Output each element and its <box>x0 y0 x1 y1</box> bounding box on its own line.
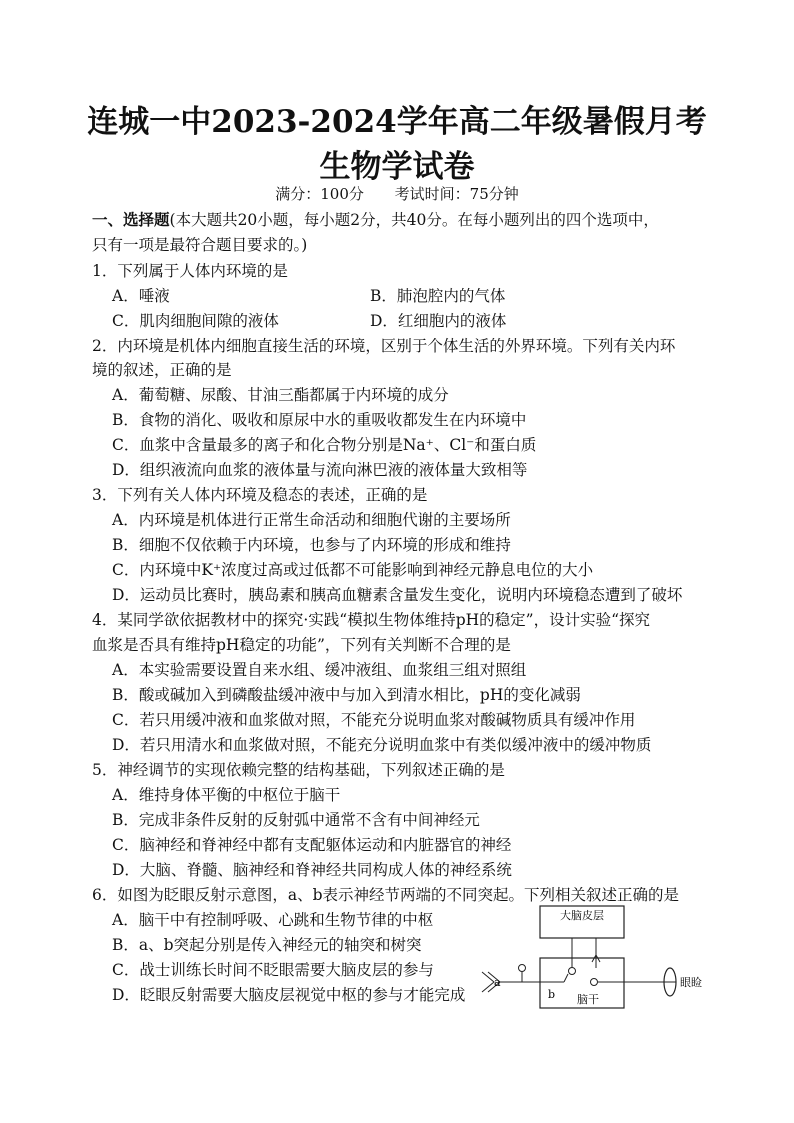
q1-option-b: B．肺泡腔内的气体 <box>370 287 506 305</box>
q1-stem: 1．下列属于人体内环境的是 <box>92 262 288 280</box>
q4-option-d: D．若只用清水和血浆做对照，不能充分说明血浆中有类似缓冲液中的缓冲物质 <box>112 736 652 754</box>
synapse-circle <box>569 968 576 975</box>
synapse-circle <box>591 979 598 986</box>
q2-option-a: A．葡萄糖、尿酸、甘油三酯都属于内环境的成分 <box>112 386 449 404</box>
q3-option-a: A．内环境是机体进行正常生命活动和细胞代谢的主要场所 <box>112 511 511 529</box>
q6-option-a: A．脑干中有控制呼吸、心跳和生物节律的中枢 <box>112 911 434 929</box>
q5-option-b: B．完成非条件反射的反射弧中通常不含有中间神经元 <box>112 811 480 829</box>
q6-option-c: C．战士训练长时间不眨眼需要大脑皮层的参与 <box>112 961 434 979</box>
q3-option-b: B．细胞不仅依赖于内环境，也参与了内环境的形成和维持 <box>112 536 511 554</box>
interneuron <box>564 974 568 982</box>
blink-reflex-diagram <box>476 902 708 1014</box>
q5-option-a: A．维持身体平衡的中枢位于脑干 <box>112 786 341 804</box>
exam-time: 考试时间：75分钟 <box>394 185 519 203</box>
q4-stem-line2: 血浆是否具有维持pH稳定的功能”，下列有关判断不合理的是 <box>92 636 511 654</box>
q2-option-b: B．食物的消化、吸收和原尿中水的重吸收都发生在内环境中 <box>112 411 527 429</box>
q5-stem: 5．神经调节的实现依赖完整的结构基础，下列叙述正确的是 <box>92 761 505 779</box>
q4-option-a: A．本实验需要设置自来水组、缓冲液组、血浆组三组对照组 <box>112 661 527 679</box>
q3-stem: 3．下列有关人体内环境及稳态的表述，正确的是 <box>92 486 428 504</box>
q4-option-c: C．若只用缓冲液和血浆做对照，不能充分说明血浆对酸碱物质具有缓冲作用 <box>112 711 636 729</box>
q5-option-d: D．大脑、脊髓、脑神经和脊神经共同构成人体的神经系统 <box>112 861 512 879</box>
section-heading-bold: 一、选择题 <box>92 210 170 229</box>
section-heading <box>92 209 659 231</box>
q2-stem-line2: 境的叙述，正确的是 <box>92 361 232 379</box>
q6-stem: 6．如图为眨眼反射示意图，a、b表示神经节两端的不同突起。下列相关叙述正确的是 <box>92 886 680 904</box>
label-b: b <box>548 988 556 1001</box>
q2-stem-line1: 2．内环境是机体内细胞直接生活的环境，区别于个体生活的外界环境。下列有关内环 <box>92 337 676 355</box>
exam-meta <box>0 183 794 204</box>
q3-option-c: C．内环境中K⁺浓度过高或过低都不可能影响到神经元静息电位的大小 <box>112 561 594 579</box>
q4-stem-line1: 4．某同学欲依据教材中的探究·实践“模拟生物体维持pH的稳定”，设计实验“探究 <box>92 611 651 629</box>
cortex-label: 大脑皮层 <box>560 909 604 922</box>
ganglion-circle <box>519 965 526 972</box>
q6-option-b: B．a、b突起分别是传入神经元的轴突和树突 <box>112 936 422 954</box>
exam-subtitle: 生物学试卷 <box>319 149 475 185</box>
full-score: 满分：100分 <box>275 185 364 203</box>
brainstem-label: 脑干 <box>577 993 599 1006</box>
label-a: a <box>494 976 501 989</box>
q4-option-b: B．酸或碱加入到磷酸盐缓冲液中与加入到清水相比，pH的变化减弱 <box>112 686 581 704</box>
section-heading-rest: (本大题共20小题，每小题2分，共40分。在每小题列出的四个选项中， <box>169 211 659 229</box>
exam-title: 连城一中2023-2024学年高二年级暑假月考 <box>87 104 707 140</box>
q1-option-c: C．肌肉细胞间隙的液体 <box>112 312 279 330</box>
eyelid-label: 眼睑 <box>680 976 702 989</box>
q2-option-d: D．组织液流向血浆的液体量与流向淋巴液的液体量大致相等 <box>112 461 528 479</box>
q2-option-c: C．血浆中含量最多的离子和化合物分别是Na⁺、Cl⁻和蛋白质 <box>112 436 537 454</box>
q5-option-c: C．脑神经和脊神经中都有支配躯体运动和内脏器官的神经 <box>112 836 512 854</box>
q3-option-d: D．运动员比赛时，胰岛素和胰高血糖素含量发生变化，说明内环境稳态遭到了破坏 <box>112 586 683 604</box>
q6-option-d: D．眨眼反射需要大脑皮层视觉中枢的参与才能完成 <box>112 986 466 1004</box>
q1-option-a: A．唾液 <box>112 287 170 305</box>
section-heading-line2: 只有一项是最符合题目要求的。) <box>92 236 308 254</box>
q1-option-d: D．红细胞内的液体 <box>370 312 507 330</box>
